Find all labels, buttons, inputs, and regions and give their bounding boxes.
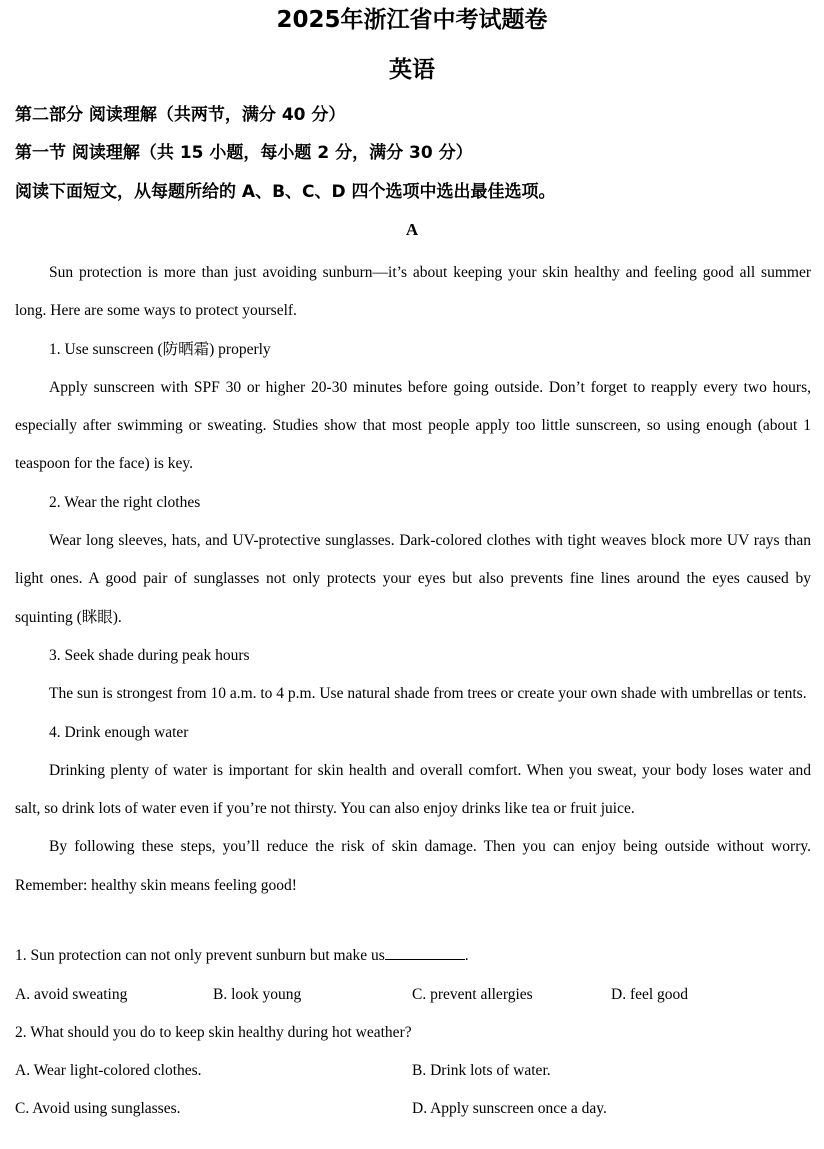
question-2-option-c[interactable]: C. Avoid using sunglasses. (15, 1100, 181, 1117)
tip-paragraph-2: Wear long sleeves, hats, and UV-protective sunglasses. Dark-colored clothes with tight weaves block more UV rays than light ones. A good pair of sunglasses not only protects your eyes but also prevents fine lines around the eyes caused by squinting (眯眼). (15, 532, 811, 626)
tip-heading-4: 4. Drink enough water (49, 723, 189, 741)
part-heading: 第二部分 阅读理解（共两节，满分 40 分） (15, 105, 346, 125)
question-1-end: . (464, 947, 469, 964)
tip-paragraph-1: Apply sunscreen with SPF 30 or higher 20-30 minutes before going outside. Don’t forget to reapply every two hours, especially after swimming or sweating. Studies show that most people apply too little sunscreen, so using enough (about 1 teaspoon for the face) is key. (15, 378, 811, 473)
exam-title: 2025年浙江省中考试题卷 (276, 7, 548, 33)
question-1-option-a[interactable]: A. avoid sweating (15, 986, 128, 1003)
question-2-option-d[interactable]: D. Apply sunscreen once a day. (412, 1100, 607, 1117)
instruction-text: 阅读下面短文，从每题所给的 A、B、C、D 四个选项中选出最佳选项。 (15, 182, 556, 202)
question-2-option-b[interactable]: B. Drink lots of water. (412, 1062, 551, 1079)
answer-blank[interactable] (385, 945, 465, 960)
passage-label: A (405, 220, 419, 239)
question-1-text: 1. Sun protection can not only prevent sunburn but make us (15, 947, 385, 964)
passage-conclusion: By following these steps, you’ll reduce the risk of skin damage. Then you can enjoy being outside without worry. Remember: healthy skin means feeling good! (15, 838, 811, 894)
subject-title: 英语 (389, 57, 435, 83)
question-1-option-d[interactable]: D. feel good (611, 986, 689, 1003)
tip-heading-1: 1. Use sunscreen (防晒霜) properly (49, 340, 271, 358)
tip-heading-3: 3. Seek shade during peak hours (49, 646, 250, 664)
tip-heading-2: 2. Wear the right clothes (49, 493, 201, 511)
question-2-option-a[interactable]: A. Wear light-colored clothes. (15, 1062, 202, 1079)
passage-body (15, 254, 811, 905)
question-1-stem (15, 945, 469, 967)
question-2-stem: 2. What should you do to keep skin healthy during hot weather? (15, 1024, 412, 1041)
passage-intro: Sun protection is more than just avoiding sunburn—it’s about keeping your skin healthy and feeling good all summer long. Here are some ways to protect yourself. (15, 264, 811, 320)
tip-paragraph-4: Drinking plenty of water is important for skin health and overall comfort. When you sweat, your body loses water and salt, so drink lots of water even if you’re not thirsty. You can also enjoy drinks like tea or fruit juice. (15, 761, 811, 818)
tip-paragraph-3: The sun is strongest from 10 a.m. to 4 p.m. Use natural shade from trees or create your own shade with umbrellas or tents. (49, 685, 807, 703)
question-1-option-c[interactable]: C. prevent allergies (412, 986, 533, 1003)
section-heading: 第一节 阅读理解（共 15 小题，每小题 2 分，满分 30 分） (15, 143, 473, 163)
question-1-option-b[interactable]: B. look young (213, 986, 302, 1003)
